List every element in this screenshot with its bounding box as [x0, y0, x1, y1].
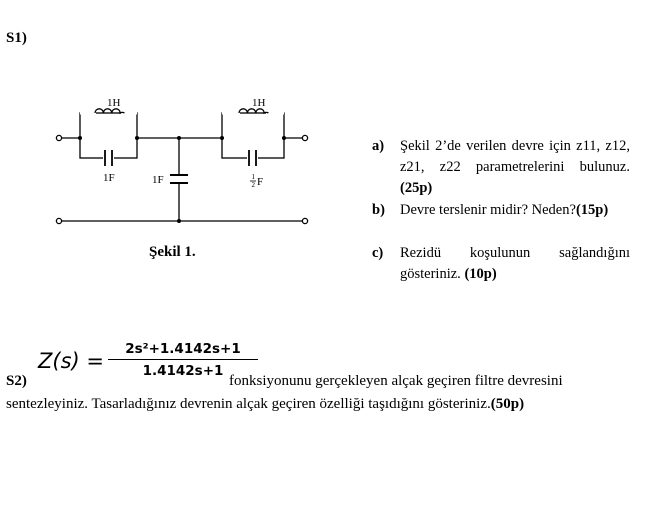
label-inductor-right: 1H — [252, 97, 266, 109]
question-2-points: (50p) — [490, 396, 525, 412]
part-c — [372, 243, 630, 285]
label-capacitor-right-den: 2 — [251, 181, 255, 189]
part-b-points: (15p) — [575, 202, 609, 218]
node — [135, 136, 139, 140]
node — [282, 136, 286, 140]
parallel-lc-right — [222, 109, 284, 166]
node — [78, 136, 82, 140]
part-b — [372, 200, 630, 242]
parallel-lc-left — [80, 109, 137, 166]
question-2-line-1 — [6, 373, 622, 390]
part-b-body: Devre terslenir midir? Neden? — [400, 202, 576, 218]
question-2-text-2: sentezleyiniz. Tasarladığınız devrenin alçak geçiren özelliği taşıdığını gösteriniz. — [6, 396, 491, 412]
part-c-points: (10p) — [464, 266, 497, 282]
shunt-capacitor — [170, 138, 188, 221]
label-inductor-left: 1H — [107, 97, 121, 109]
question-2-label: S2) — [6, 373, 27, 389]
part-a-body: Şekil 2’de verilen devre için z11, z12, z21, z22 parametrelerini bulunuz. — [400, 138, 630, 175]
question-1-label: S1) — [6, 30, 27, 46]
formula-numerator: 2s²+1.4142s+1 — [125, 341, 241, 357]
label-capacitor-right-num: 1 — [251, 173, 255, 181]
part-a-text — [400, 136, 630, 199]
figure-caption: Şekil 1. — [149, 244, 196, 260]
formula-lhs: Z(s) = — [38, 349, 104, 373]
question-2-text-1: fonksiyonunu gerçekleyen alçak geçiren filtre devresini — [229, 373, 563, 389]
part-c-label: c) — [372, 245, 384, 261]
node — [220, 136, 224, 140]
part-b-label: b) — [372, 202, 385, 218]
terminal-top-right — [302, 135, 307, 140]
node — [177, 219, 181, 223]
question-2-line-2 — [6, 396, 524, 413]
part-a-points: (25p) — [400, 180, 433, 196]
part-a-label: a) — [372, 138, 385, 154]
terminal-bottom-right — [302, 218, 307, 223]
part-a — [372, 136, 630, 198]
node — [177, 136, 181, 140]
formula-denominator: 1.4142s+1 — [142, 363, 224, 379]
part-b-text — [400, 200, 630, 221]
label-capacitor-right-unit: F — [257, 176, 264, 188]
terminal-bottom-left — [56, 218, 61, 223]
part-c-text — [400, 243, 630, 285]
part-c-body: Rezidü koşulunun sağlandığını gösteriniz. — [400, 245, 630, 282]
terminal-top-left — [56, 135, 61, 140]
label-capacitor-left: 1F — [103, 172, 115, 184]
label-capacitor-shunt: 1F — [152, 174, 164, 186]
